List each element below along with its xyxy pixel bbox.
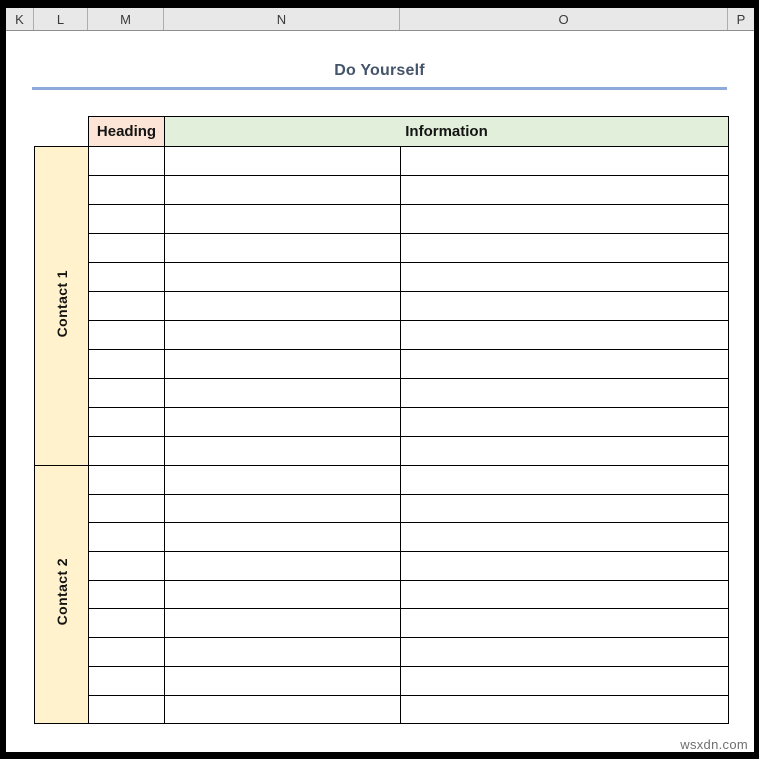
title-underline: [32, 87, 727, 90]
empty-data-cell[interactable]: [165, 494, 401, 523]
empty-data-cell[interactable]: [165, 580, 401, 609]
empty-data-cell[interactable]: [89, 321, 165, 350]
empty-data-cell[interactable]: [165, 350, 401, 379]
empty-data-cell[interactable]: [89, 466, 165, 495]
column-header-O[interactable]: O: [400, 8, 728, 30]
information-header-cell[interactable]: Information: [165, 117, 729, 147]
empty-data-cell[interactable]: [165, 234, 401, 263]
empty-data-cell[interactable]: [401, 494, 729, 523]
empty-data-cell[interactable]: [165, 552, 401, 581]
empty-data-cell[interactable]: [401, 205, 729, 234]
empty-data-cell[interactable]: [401, 234, 729, 263]
group-label-1: Contact 1: [53, 269, 70, 338]
empty-data-cell[interactable]: [89, 695, 165, 724]
empty-data-cell[interactable]: [165, 695, 401, 724]
empty-data-cell[interactable]: [165, 466, 401, 495]
empty-data-cell[interactable]: [165, 263, 401, 292]
empty-data-cell[interactable]: [165, 609, 401, 638]
contacts-table: [34, 116, 729, 724]
empty-data-cell[interactable]: [89, 205, 165, 234]
empty-data-cell[interactable]: [165, 292, 401, 321]
empty-data-cell[interactable]: [401, 321, 729, 350]
worksheet: [6, 8, 754, 752]
empty-data-cell[interactable]: [89, 552, 165, 581]
empty-data-cell[interactable]: [89, 523, 165, 552]
column-header-K[interactable]: K: [6, 8, 34, 30]
empty-data-cell[interactable]: [89, 379, 165, 408]
empty-data-cell[interactable]: [401, 350, 729, 379]
column-header-M[interactable]: M: [88, 8, 164, 30]
empty-data-cell[interactable]: [165, 666, 401, 695]
empty-data-cell[interactable]: [401, 147, 729, 176]
empty-data-cell[interactable]: [165, 523, 401, 552]
empty-data-cell[interactable]: [401, 552, 729, 581]
empty-data-cell[interactable]: [401, 176, 729, 205]
empty-data-cell[interactable]: [401, 408, 729, 437]
empty-data-cell[interactable]: [89, 292, 165, 321]
empty-data-cell[interactable]: [165, 638, 401, 667]
group-label-cell-2[interactable]: [35, 466, 89, 724]
group-label-cell-1[interactable]: [35, 147, 89, 466]
empty-data-cell[interactable]: [89, 176, 165, 205]
empty-data-cell[interactable]: [89, 494, 165, 523]
empty-data-cell[interactable]: [89, 666, 165, 695]
empty-data-cell[interactable]: [165, 205, 401, 234]
column-header-row: [6, 8, 754, 31]
empty-data-cell[interactable]: [165, 176, 401, 205]
empty-data-cell[interactable]: [401, 695, 729, 724]
header-corner-spacer: [35, 117, 89, 147]
empty-data-cell[interactable]: [401, 638, 729, 667]
empty-data-cell[interactable]: [401, 466, 729, 495]
empty-data-cell[interactable]: [401, 292, 729, 321]
empty-data-cell[interactable]: [165, 437, 401, 466]
page-title: Do Yourself: [334, 62, 425, 79]
empty-data-cell[interactable]: [401, 437, 729, 466]
empty-data-cell[interactable]: [401, 379, 729, 408]
heading-header-cell[interactable]: Heading: [89, 117, 165, 147]
empty-data-cell[interactable]: [165, 408, 401, 437]
empty-data-cell[interactable]: [165, 321, 401, 350]
empty-data-cell[interactable]: [89, 609, 165, 638]
empty-data-cell[interactable]: [401, 609, 729, 638]
group-label-2: Contact 2: [53, 558, 70, 626]
empty-data-cell[interactable]: [401, 666, 729, 695]
empty-data-cell[interactable]: [401, 263, 729, 292]
empty-data-cell[interactable]: [89, 580, 165, 609]
empty-data-cell[interactable]: [89, 147, 165, 176]
empty-data-cell[interactable]: [89, 263, 165, 292]
empty-data-cell[interactable]: [89, 350, 165, 379]
empty-data-cell[interactable]: [89, 234, 165, 263]
column-header-P[interactable]: P: [736, 11, 746, 27]
column-header-L[interactable]: L: [34, 8, 88, 30]
empty-data-cell[interactable]: [89, 408, 165, 437]
empty-data-cell[interactable]: [89, 437, 165, 466]
empty-data-cell[interactable]: [401, 523, 729, 552]
empty-data-cell[interactable]: [165, 379, 401, 408]
empty-data-cell[interactable]: [165, 147, 401, 176]
watermark: wsxdn.com: [680, 737, 748, 752]
empty-data-cell[interactable]: [89, 638, 165, 667]
empty-data-cell[interactable]: [401, 580, 729, 609]
column-header-N[interactable]: N: [164, 8, 400, 30]
